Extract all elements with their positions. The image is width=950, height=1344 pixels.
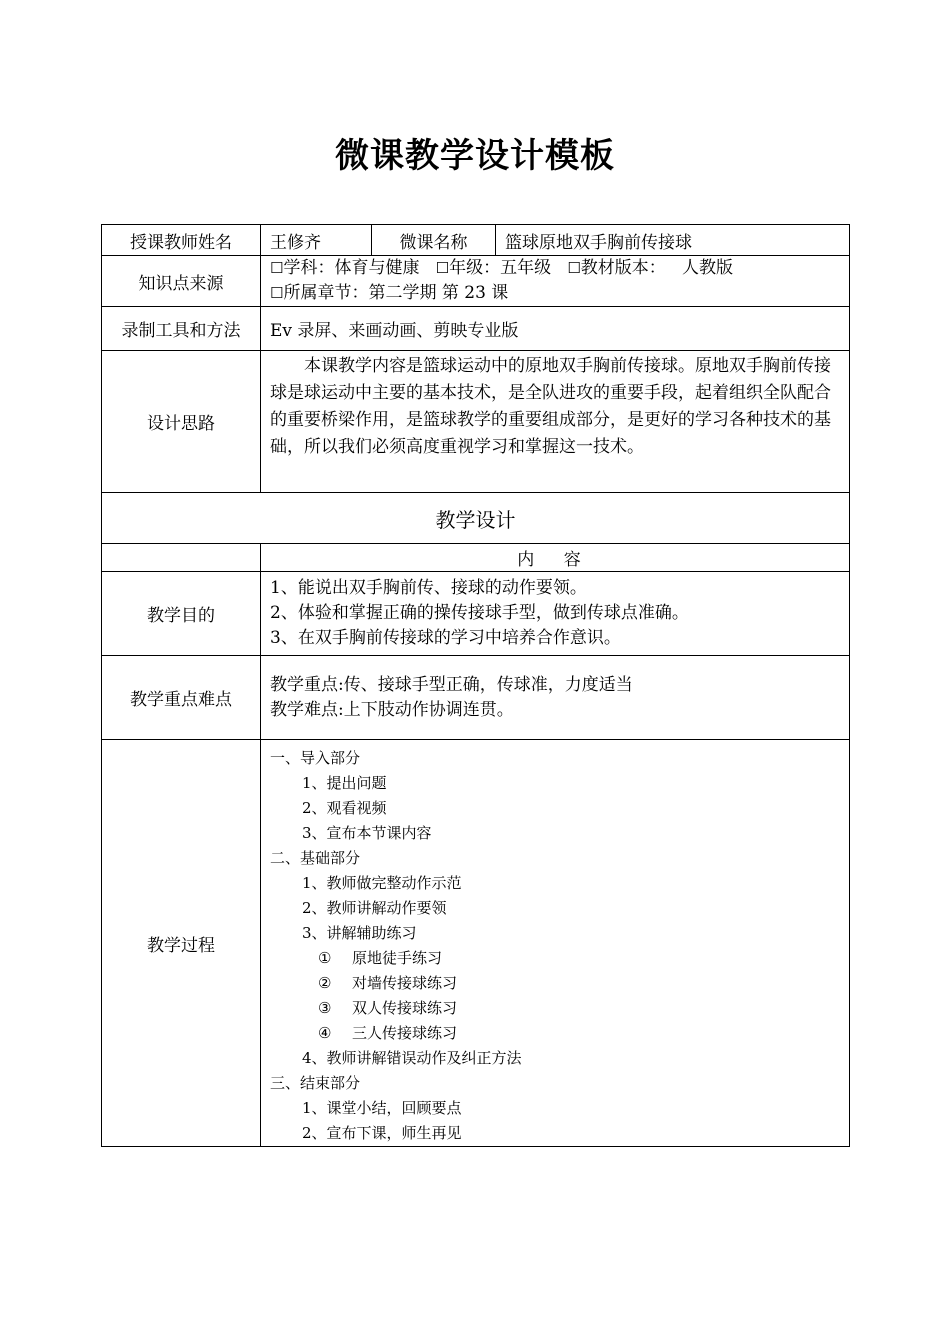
drill-number: ① [318, 949, 332, 967]
drill-number: ③ [318, 999, 332, 1017]
teacher-label: 授课教师姓名 [102, 225, 261, 256]
drill-text: 三人传接球练习 [352, 1024, 458, 1042]
goal-item: 3、在双手胸前传接球的学习中培养合作意识。 [270, 628, 621, 648]
checkbox-edition[interactable]: ☐ [567, 259, 581, 277]
checkbox-subject[interactable]: ☐ [270, 259, 284, 277]
process-label: 教学过程 [102, 740, 261, 1147]
process-item: 2、宣布下课，师生再见 [302, 1124, 462, 1142]
drill-text: 原地徒手练习 [352, 949, 443, 967]
design-label: 设计思路 [102, 351, 261, 493]
empty-header-cell [102, 544, 261, 572]
source-value [261, 256, 850, 307]
section-heading-row [102, 493, 850, 544]
goal-item: 2、体验和掌握正确的操传接球手型，做到传球点准确。 [270, 603, 689, 623]
checkbox-chapter[interactable]: ☐ [270, 284, 284, 302]
process-item: 4、教师讲解错误动作及纠正方法 [302, 1049, 522, 1067]
process-item: 3、讲解辅助练习 [302, 924, 417, 942]
source-label: 知识点来源 [102, 256, 261, 307]
key-points-content [261, 656, 850, 740]
drill-item [270, 946, 849, 971]
drill-number: ② [318, 974, 332, 992]
drill-text: 双人传接球练习 [352, 999, 458, 1017]
part-heading: 二、基础部分 [270, 849, 361, 867]
tools-value: Ev 录屏、来画动画、剪映专业版 [261, 307, 850, 351]
part-heading: 一、导入部分 [270, 749, 361, 767]
edition-label: 教材版本： [580, 258, 666, 278]
grade-text: 年级：五年级 [449, 258, 552, 278]
edition-value: 人教版 [682, 258, 734, 278]
subject-text: 学科：体育与健康 [283, 258, 420, 278]
goals-row [102, 572, 850, 656]
source-row [102, 256, 850, 307]
teacher-row [102, 225, 850, 256]
process-item: 2、观看视频 [302, 799, 387, 817]
drill-number: ④ [318, 1024, 332, 1042]
drill-item [270, 1021, 849, 1046]
design-idea-row [102, 351, 850, 493]
design-table [101, 224, 850, 1147]
focus-text: 教学重点:传、接球手型正确，传球准，力度适当 [270, 674, 633, 695]
drill-text: 对墙传接球练习 [352, 974, 458, 992]
goals-label: 教学目的 [102, 572, 261, 656]
process-item: 2、教师讲解动作要领 [302, 899, 447, 917]
drill-item [270, 996, 849, 1021]
drill-item [270, 971, 849, 996]
content-header-row [102, 544, 850, 572]
process-item: 1、课堂小结，回顾要点 [302, 1099, 462, 1117]
source-line-2 [270, 281, 849, 306]
key-points-label: 教学重点难点 [102, 656, 261, 740]
course-value: 篮球原地双手胸前传接球 [496, 225, 850, 256]
part-heading: 三、结束部分 [270, 1074, 361, 1092]
design-value: 本课教学内容是篮球运动中的原地双手胸前传接球。原地双手胸前传接球是球运动中主要的基本技术，是全队进攻的重要手段，起着组织全队配合的重要桥梁作用，是篮球教学的重要组成部分，是更好的学习各种技术的基础，所以我们必须高度重视学习和掌握这一技术。 [261, 351, 850, 493]
section-heading: 教学设计 [102, 493, 850, 544]
process-item: 1、提出问题 [302, 774, 387, 792]
tools-row [102, 307, 850, 351]
key-points-row [102, 656, 850, 740]
goals-list [261, 572, 850, 656]
process-content [261, 740, 850, 1147]
page-title: 微课教学设计模板 [335, 136, 615, 176]
process-row [102, 740, 850, 1147]
content-header: 内 容 [261, 544, 850, 572]
teacher-value: 王修齐 [261, 225, 372, 256]
goal-item: 1、能说出双手胸前传、接球的动作要领。 [270, 578, 587, 598]
course-label: 微课名称 [372, 225, 496, 256]
difficulty-text: 教学难点:上下肢动作协调连贯。 [270, 699, 514, 720]
tools-label: 录制工具和方法 [102, 307, 261, 351]
process-item: 3、宣布本节课内容 [302, 824, 432, 842]
source-line-1 [270, 256, 849, 281]
process-item: 1、教师做完整动作示范 [302, 874, 462, 892]
chapter-text: 所属章节：第二学期 第 23 课 [283, 283, 509, 303]
checkbox-grade[interactable]: ☐ [435, 259, 450, 277]
